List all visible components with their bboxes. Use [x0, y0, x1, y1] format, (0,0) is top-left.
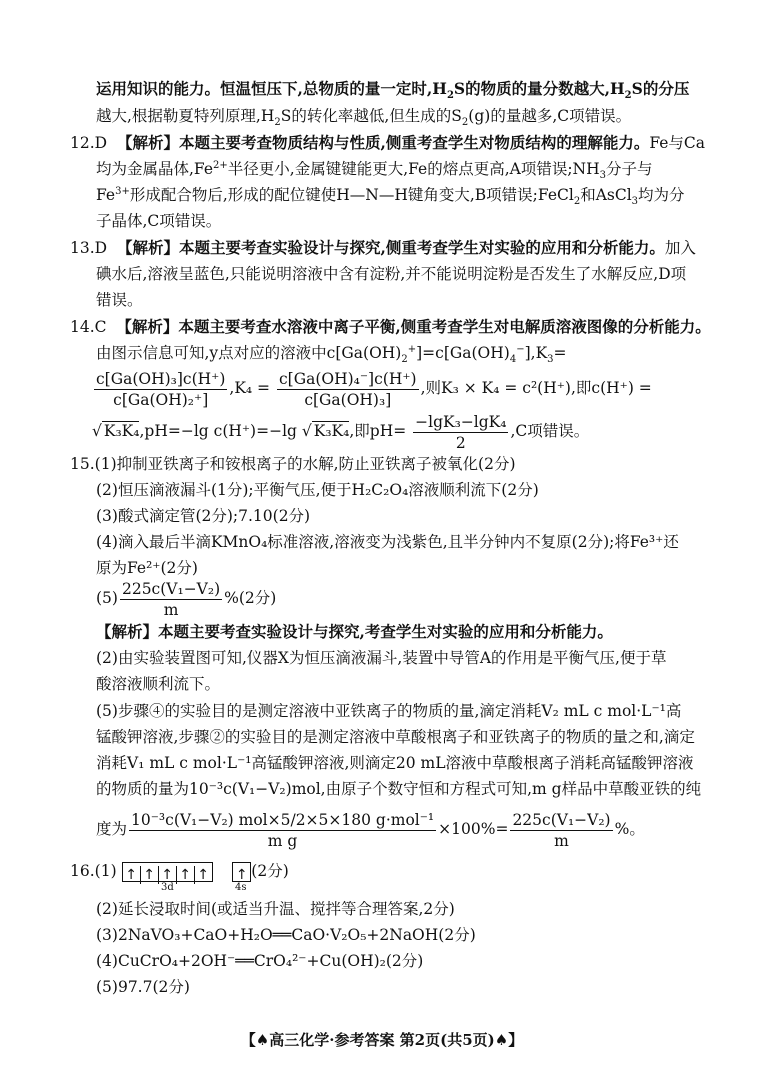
label-4s: 4s	[235, 882, 247, 893]
q14-line-2: 由图示信息可知,y点对应的溶液中$c[Ga(OH)_2^+]=c[Ga(OH)_4^-],K_3=$	[96, 343, 567, 366]
arrow-up-icon: ↑	[235, 867, 248, 883]
purity-calc-fraction: $\frac{\text{10⁻³c(V₁−V₂) mol×5/2×5×180 g·mol⁻¹}}{\text{m g}}$	[131, 810, 435, 850]
q16-line-3: (3)2NaVO₃+CaO+H₂O══CaO·V₂O₅+2NaOH(2分)	[96, 926, 476, 944]
ph-fraction: $\frac{\text{−lgK₃−lgK₄}}{2}$	[415, 412, 507, 452]
purity-result-fraction: $\frac{\text{225c(V₁−V₂)}}{m}$	[512, 810, 611, 850]
q16-line-4: (4)CuCrO₄+2OH⁻══CrO₄²⁻+Cu(OH)₂(2分)	[96, 952, 424, 970]
q16-line-2: (2)延长浸取时间(或适当升温、搅拌等合理答案,2分)	[96, 900, 455, 918]
page-footer: 【♠高三化学·参考答案 第2页(共5页)♠】	[240, 1031, 524, 1049]
q15-line-2: (2)恒压滴液漏斗(1分);平衡气压,便于H₂C₂O₄溶液顺利流下(2分)	[96, 481, 539, 499]
label-3d: 3d	[161, 882, 174, 893]
k3-fraction: $\frac{\text{c[Ga(OH)₃]c(H⁺)}}{\text{c[Ga(OH)₂⁺]}}$	[96, 369, 226, 409]
q14-line-3: $\frac{\text{c[Ga(OH)₃]c(H⁺)}}{\text{c[Ga(OH)₂⁺]}}$ ,K₄ = $\frac{\text{c[Ga(OH)₄⁻]c(H⁺)}}{\text{c[Ga(OH)₃]}}$ ,则K₃ × K₄ = c²(H⁺),即c(H⁺) =	[96, 369, 652, 409]
arrow-up-icon: ↑	[141, 866, 159, 884]
arrow-up-icon: ↑	[159, 866, 177, 884]
arrow-up-icon: ↑	[177, 866, 195, 884]
q13-line-3: 错误。	[96, 291, 143, 309]
q16-line-5: (5)97.7(2分)	[96, 978, 190, 996]
q15-analysis-3: (5)步骤④的实验目的是测定溶液中亚铁离子的物质的量,滴定消耗V₂ mL c mol·L⁻¹高	[96, 702, 682, 720]
q15-analysis-2: 酸溶液顺利流下。	[96, 675, 221, 693]
arrow-up-icon: ↑	[197, 867, 209, 883]
q14-line-1: 14.C 【解析】本题主要考查水溶液中离子平衡,侧重考查学生对电解质溶液图像的分析能力。	[70, 317, 711, 336]
q12-line-1: 12.D 【解析】本题主要考查物质结构与性质,侧重考查学生对物质结构的理解能力。Fe与Ca	[70, 133, 706, 152]
q16-line-1: 16.(1) ↑ ↑ ↑ ↑ ↑ ↑ (2分)	[70, 862, 289, 883]
orbital-3d-box	[122, 862, 213, 882]
q13-line-1: 13.D 【解析】本题主要考查实验设计与探究,侧重考查学生对实验的应用和分析能力。加入	[70, 238, 696, 257]
k4-fraction: $\frac{\text{c[Ga(OH)₄⁻]c(H⁺)}}{\text{c[Ga(OH)₃]}}$	[278, 369, 417, 409]
orbital-4s-box	[232, 862, 251, 882]
q13-line-2: 碘水后,溶液呈蓝色,只能说明溶液中含有淀粉,并不能说明淀粉是否发生了水解反应,D项	[96, 265, 687, 283]
q15-line-4: (4)滴入最后半滴KMnO₄标准溶液,溶液变为浅紫色,且半分钟内不复原(2分);将Fe³⁺还	[96, 533, 679, 551]
q15-line-1: 15.(1)抑制亚铁离子和铵根离子的水解,防止亚铁离子被氧化(2分)	[70, 455, 516, 473]
q15-analysis-1: (2)由实验装置图可知,仪器X为恒压滴液漏斗,装置中导管A的作用是平衡气压,便于草	[96, 649, 667, 667]
q15-analysis-4: 锰酸钾溶液,步骤②的实验目的是测定溶液中草酸根离子和亚铁离子的物质的量之和,滴定	[96, 728, 695, 746]
q14-line-4: √ K₃K₄,pH=−lg c(H⁺)=−lg √ K₃K₄,即pH= $\frac{\text{−lgK₃−lgK₄}}{2}$ ,C项错误。	[92, 412, 590, 452]
purity-answer-fraction: $\frac{\text{225c(V₁−V₂)}}{m}$	[121, 579, 221, 619]
q15-analysis-5: 消耗V₁ mL c mol·L⁻¹高锰酸钾溶液,则滴定20 mL溶液中草酸根离子消耗高锰酸钾溶液	[96, 754, 694, 772]
arrow-up-icon: ↑	[123, 866, 141, 884]
q15-line-6: (5) $\frac{\text{225c(V₁−V₂)}}{m}$ %(2分)	[96, 579, 277, 619]
q15-line-3: (3)酸式滴定管(2分);7.10(2分)	[96, 507, 311, 525]
q12-line-3: $Fe^{3+}$形成配合物后,形成的配位键使H—N—H键角变大,B项错误;FeCl$_2$和AsCl$_3$均为分	[96, 185, 685, 208]
q15-analysis-7: 度为 $\frac{\text{10⁻³c(V₁−V₂) mol×5/2×5×180 g·mol⁻¹}}{\text{m g}}$ ×100%= $\frac{\text{225c(V₁−V₂)}}{m}$ %。	[96, 810, 645, 850]
q12-line-4: 子晶体,C项错误。	[96, 212, 222, 230]
carry-line-1: 运用知识的能力。恒温恒压下,总物质的量一定时$,H_2S$的物质的量分数越大$,H_2S$的分压	[96, 79, 690, 102]
q15-analysis-head: 【解析】本题主要考查实验设计与探究,考查学生对实验的应用和分析能力。	[96, 622, 613, 641]
q15-line-5: 原为Fe²⁺(2分)	[96, 559, 198, 577]
q12-line-2: 均为金属晶体$,Fe^{2+}$半径更小,金属键键能更大,Fe的熔点更高,A项错误$;NH_3$分子与	[96, 159, 653, 182]
carry-line-2: 越大,根据勒夏特列原理$,H_2S$的转化率越低,但生成的$S_2(g)$的量越多,C项错误。	[96, 107, 632, 129]
q15-analysis-6: 的物质的量为10⁻³c(V₁−V₂)mol,由原子个数守恒和方程式可知,m g样品中草酸亚铁的纯	[96, 780, 702, 798]
